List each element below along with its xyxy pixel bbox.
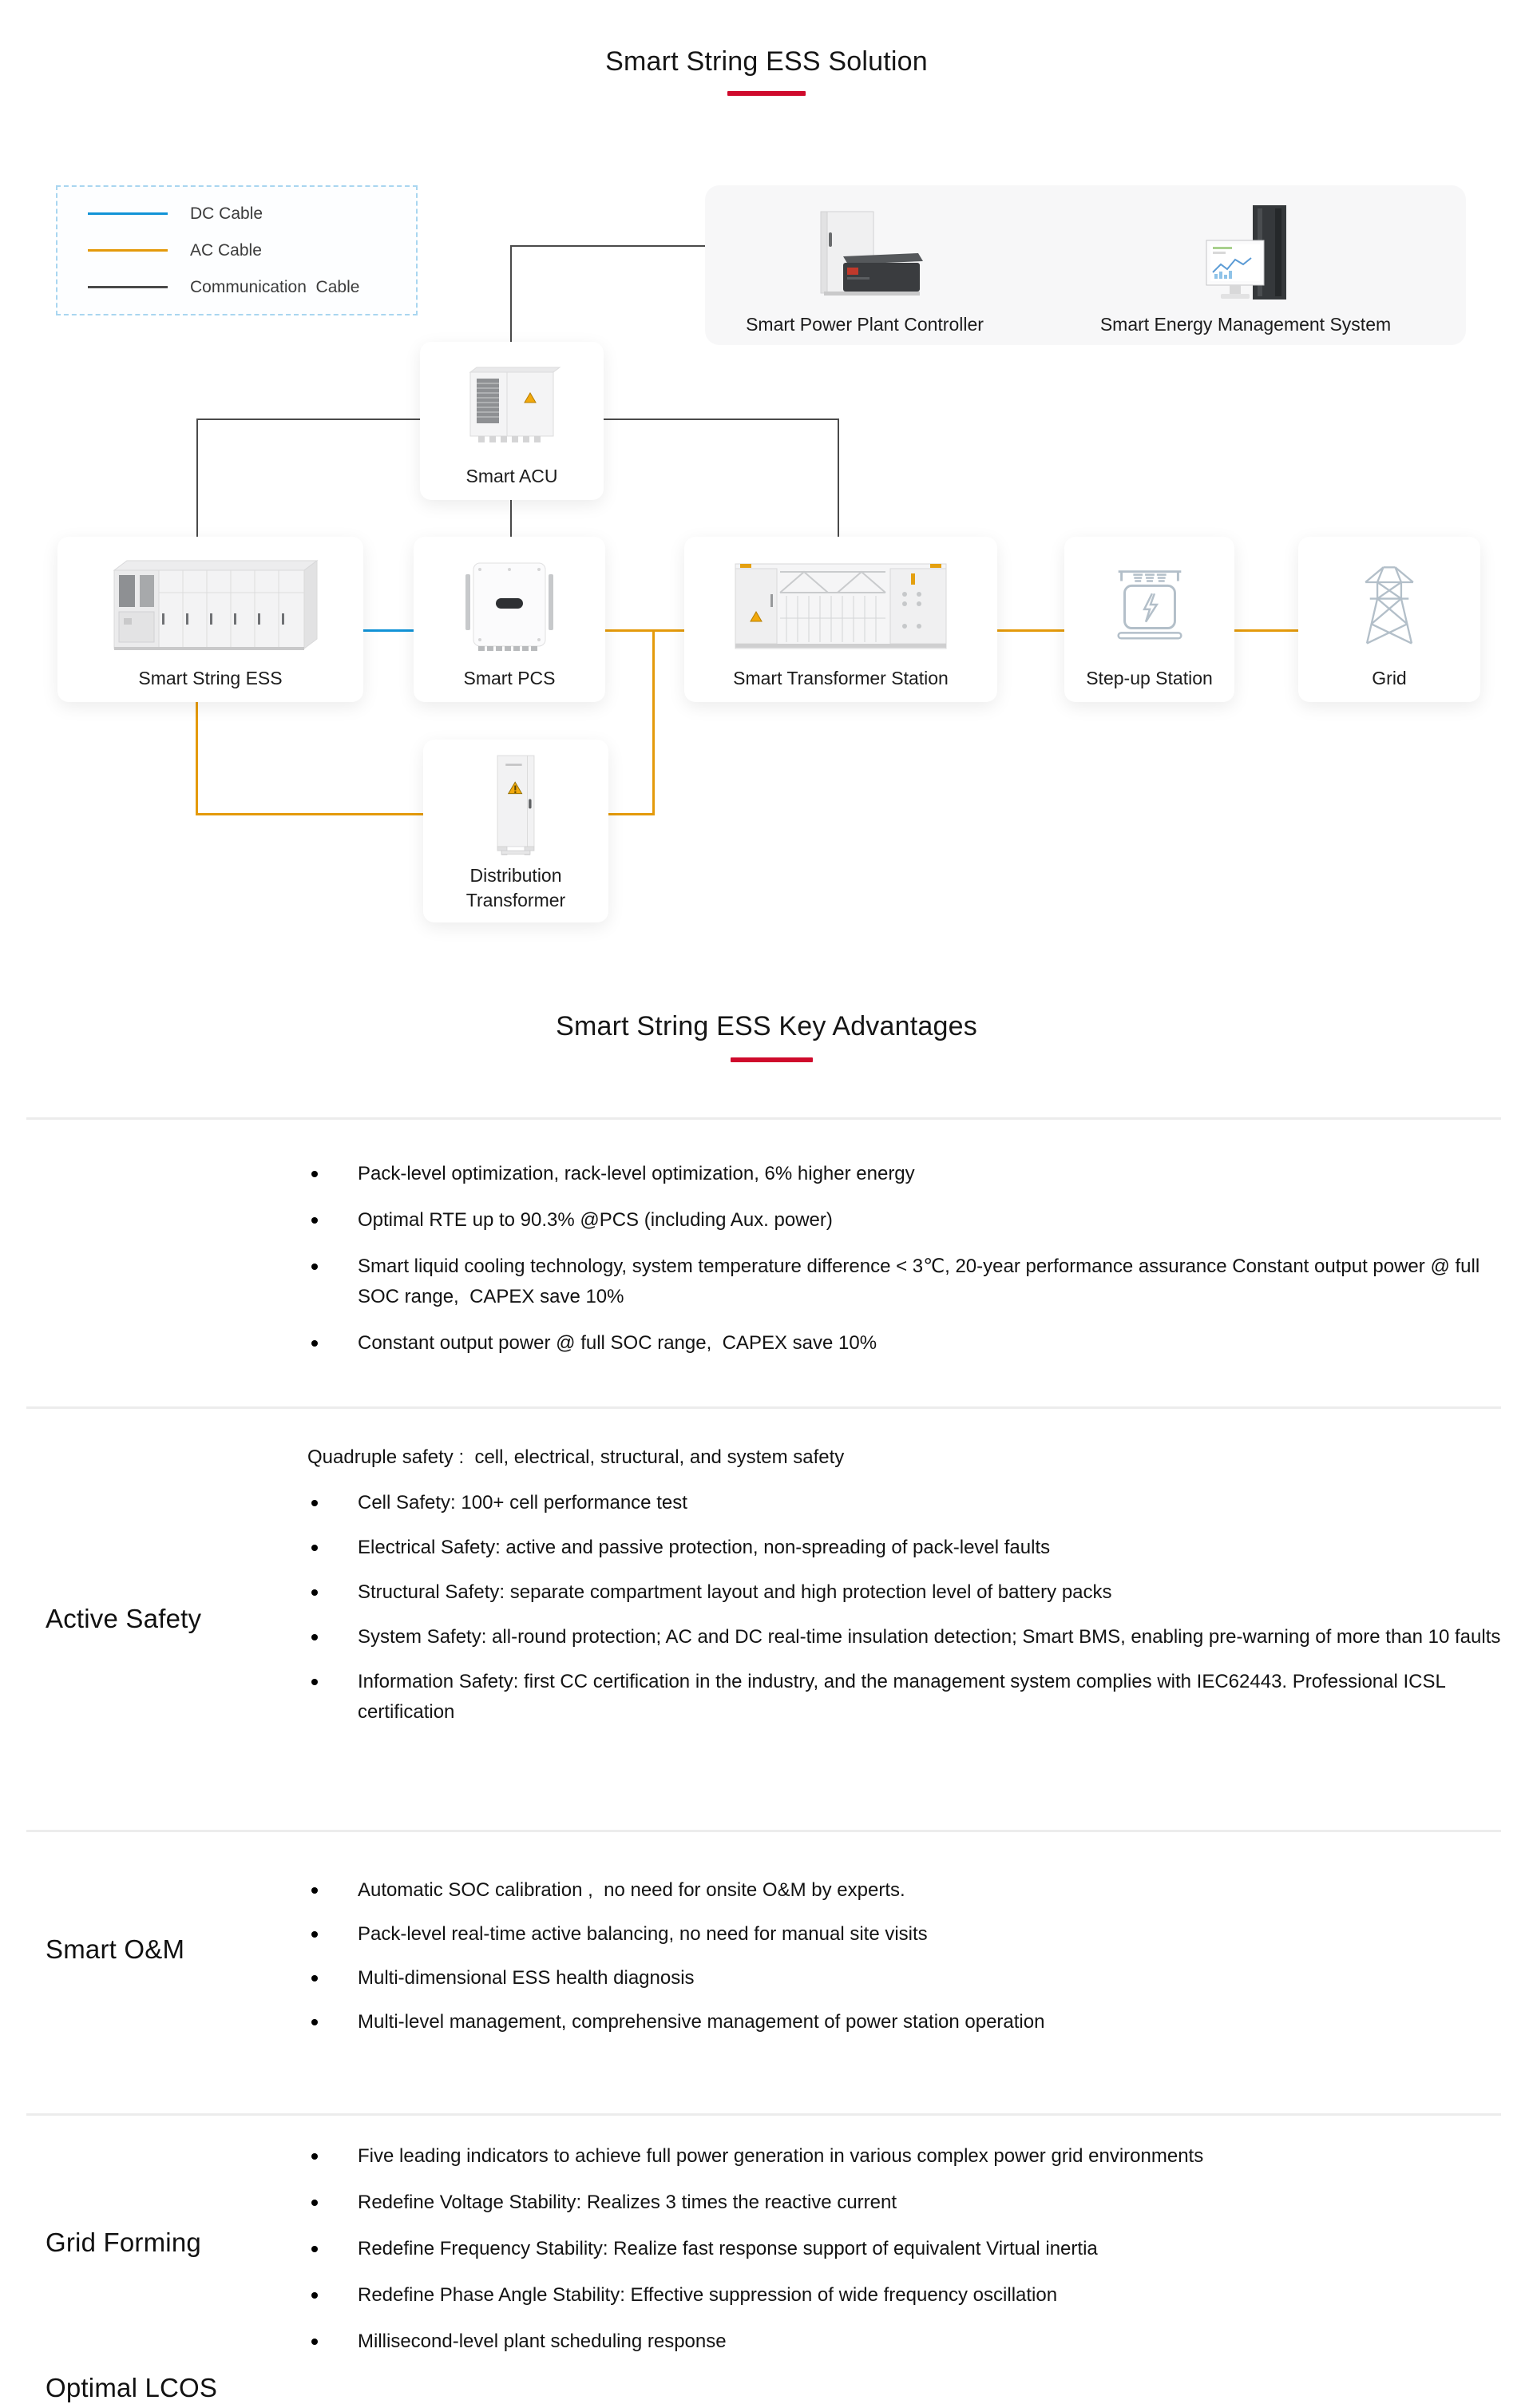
bullet-dot	[311, 1500, 318, 1506]
legend-line-swatch	[88, 286, 168, 288]
smart-pcs-label: Smart PCS	[463, 668, 556, 688]
stepup-station-card	[1064, 537, 1234, 702]
bullet-text: Redefine Frequency Stability: Realize fast response support of equivalent Virtual inertia	[358, 2238, 1098, 2259]
bullet-dot	[311, 1887, 318, 1894]
power-plant-controller-image	[705, 198, 1024, 308]
grid-tower-image	[1298, 548, 1480, 661]
energy-management-system-image	[1072, 198, 1419, 308]
smart-acu-label: Smart ACU	[465, 466, 558, 486]
bullet-text: Automatic SOC calibration , no need for onsite O&M by experts.	[358, 1879, 905, 1901]
bullet-text: Five leading indicators to achieve full power generation in various complex power grid environments	[358, 2145, 1204, 2167]
bullet-dot	[311, 1975, 318, 1982]
bullet-text: System Safety: all-round protection; AC and DC real-time insulation detection; Smart BMS, enabling pre-warning of more than 10 faults	[358, 1626, 1501, 1648]
legend-label: AC Cable	[190, 240, 262, 260]
distribution-transformer-label: Distribution Transformer	[465, 865, 566, 910]
bullet-item	[307, 2007, 1501, 2037]
ac-line-ts-to-stepup	[997, 629, 1065, 632]
legend-item	[88, 269, 416, 306]
legend-item	[88, 232, 416, 269]
title-underline	[727, 91, 806, 96]
grid-card	[1298, 537, 1480, 702]
bullet-text: Redefine Voltage Stability: Realizes 3 times the reactive current	[358, 2192, 897, 2213]
bullet-text: Redefine Phase Angle Stability: Effective suppression of wide frequency oscillation	[358, 2284, 1058, 2306]
stepup-station-image	[1064, 548, 1234, 661]
section-bullets	[307, 1830, 1501, 2051]
bullet-dot	[311, 1679, 318, 1685]
smart-transformer-station-card	[684, 537, 997, 702]
bullet-dot	[311, 2339, 318, 2345]
distribution-transformer-image	[423, 751, 608, 860]
distribution-transformer-card	[423, 740, 608, 922]
bullet-item	[307, 1875, 1501, 1906]
smart-acu-image	[420, 353, 604, 458]
bullet-dot	[311, 1931, 318, 1938]
smart-string-ess-card	[57, 537, 363, 702]
bullet-item	[307, 1919, 1501, 1950]
section-label-grid-forming: Grid Forming	[46, 2227, 201, 2257]
cable-legend	[56, 185, 418, 315]
legend-label: Communication Cable	[190, 277, 360, 296]
bullet-dot	[311, 2200, 318, 2206]
bullet-text: Structural Safety: separate compartment layout and high protection level of battery packs	[358, 1581, 1112, 1603]
bullet-item	[307, 1533, 1501, 1563]
smart-string-ess-label: Smart String ESS	[138, 668, 283, 688]
bullet-text: Electrical Safety: active and passive protection, non-spreading of pack-level faults	[358, 1537, 1051, 1558]
bullet-dot	[311, 2153, 318, 2160]
bullet-item	[307, 1328, 1501, 1359]
smart-pcs-card	[414, 537, 605, 702]
section-label-active-safety: Active Safety	[46, 1604, 202, 1633]
bullet-text: Constant output power @ full SOC range, CAPEX save 10%	[358, 1332, 877, 1354]
legend-line-swatch	[88, 212, 168, 215]
page-title-solution: Smart String ESS Solution	[605, 46, 928, 77]
smart-transformer-station-image	[684, 548, 997, 661]
management-card	[705, 185, 1466, 345]
title-underline-2	[731, 1057, 813, 1062]
quadruple-safety-intro: Quadruple safety : cell, electrical, structural, and system safety	[307, 1446, 845, 1468]
ac-line-pcs-to-ts	[605, 629, 685, 632]
comm-line-acu-to-ts-v	[838, 419, 839, 538]
bullet-item	[307, 2327, 1501, 2357]
bullet-item	[307, 1963, 1501, 1993]
ems-figure	[1072, 185, 1419, 345]
comm-line-acu-to-controller-v	[510, 245, 512, 342]
bullet-dot	[311, 2246, 318, 2252]
smart-acu-card	[420, 342, 604, 500]
section-label-smart-om: Smart O&M	[46, 1934, 185, 1964]
bullet-item	[307, 2280, 1501, 2311]
bullet-text: Multi-dimensional ESS health diagnosis	[358, 1967, 695, 1989]
bullet-text: Information Safety: first CC certification in the industry, and the management system complies with IEC62443. Professional ICSL certification	[358, 1671, 1451, 1723]
smart-string-ess-image	[57, 548, 363, 661]
bullet-dot	[311, 1264, 318, 1270]
comm-line-acu-to-ts-h	[604, 419, 839, 420]
bullet-dot	[311, 2292, 318, 2299]
smart-pcs-image	[414, 548, 605, 661]
section-body	[307, 1406, 1501, 1742]
section-label-optimal-lcos: Optimal LCOS	[46, 2373, 218, 2402]
bullet-item	[307, 2141, 1501, 2172]
stepup-station-label: Step-up Station	[1086, 668, 1213, 688]
bullet-item	[307, 1252, 1501, 1312]
bullet-dot	[311, 1171, 318, 1177]
comm-line-acu-to-controller-h	[510, 245, 707, 247]
section-bullets	[307, 2113, 1501, 2373]
bullet-item	[307, 2188, 1501, 2218]
bullet-text: Cell Safety: 100+ cell performance test	[358, 1492, 687, 1513]
ac-line-stepup-to-grid	[1234, 629, 1299, 632]
bullet-item	[307, 1205, 1501, 1236]
ac-line-dist-transformer-up-v	[652, 629, 655, 815]
page-title-advantages: Smart String ESS Key Advantages	[556, 1011, 977, 1041]
section-grid-forming	[0, 2113, 1533, 2408]
controller-label: Smart Power Plant Controller	[746, 314, 984, 335]
bullet-dot	[311, 2019, 318, 2025]
bullet-item	[307, 1667, 1501, 1728]
comm-line-acu-to-pcs-v	[510, 500, 512, 538]
bullet-text: Pack-level optimization, rack-level optimization, 6% higher energy	[358, 1163, 915, 1184]
bullet-dot	[311, 1217, 318, 1224]
bullet-item	[307, 1577, 1501, 1608]
bullet-text: Multi-level management, comprehensive management of power station operation	[358, 2011, 1045, 2033]
bullet-dot	[311, 1340, 318, 1347]
dc-line-ess-to-pcs	[363, 629, 414, 632]
bullet-dot	[311, 1634, 318, 1640]
controller-figure	[705, 185, 1024, 345]
legend-label: DC Cable	[190, 204, 263, 223]
section-bullets	[307, 1117, 1501, 1375]
section-smart-om	[0, 1830, 1533, 2113]
ems-label: Smart Energy Management System	[1099, 314, 1392, 335]
smart-transformer-station-label: Smart Transformer Station	[733, 668, 949, 688]
grid-label: Grid	[1372, 668, 1407, 688]
bullet-item	[307, 1159, 1501, 1189]
bullet-text: Pack-level real-time active balancing, no need for manual site visits	[358, 1923, 928, 1945]
bullet-dot	[311, 1545, 318, 1551]
bullet-text: Smart liquid cooling technology, system temperature difference < 3℃, 20-year performance assurance Constant output power @ full SOC range, CAPEX save 10%	[358, 1256, 1485, 1307]
comm-line-acu-to-ess-v	[196, 419, 198, 538]
comm-line-acu-to-ess-h	[196, 419, 420, 420]
bullet-item	[307, 2234, 1501, 2264]
bullet-item	[307, 1622, 1501, 1652]
section-active-safety	[0, 1406, 1533, 1830]
bullet-item	[307, 1488, 1501, 1518]
bullet-text: Millisecond-level plant scheduling response	[358, 2331, 727, 2352]
bullet-dot	[311, 1589, 318, 1596]
section-bullets	[307, 1488, 1501, 1728]
legend-item	[88, 196, 416, 232]
legend-line-swatch	[88, 249, 168, 252]
ac-line-ess-down-v	[196, 702, 198, 815]
bullet-text: Optimal RTE up to 90.3% @PCS (including Aux. power)	[358, 1209, 833, 1231]
